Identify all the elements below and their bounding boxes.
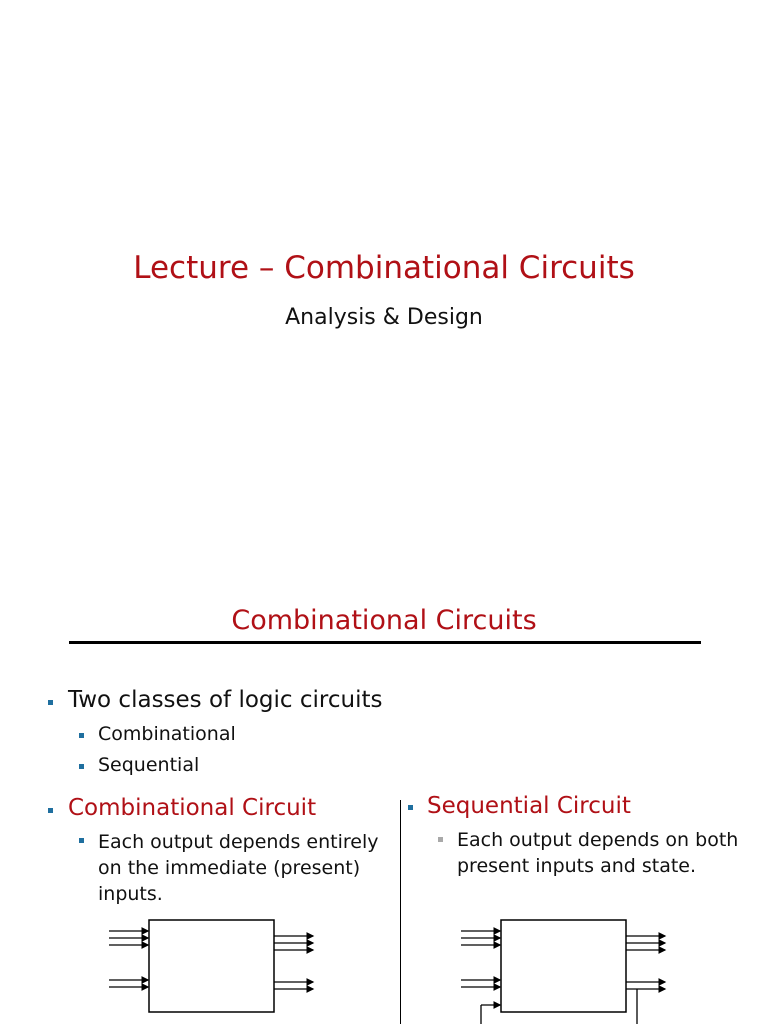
bullet-square-icon (48, 808, 53, 813)
bullet-square-icon (408, 805, 413, 810)
bullet-square-icon (79, 838, 84, 843)
sequential-line-2: present inputs and state. (457, 855, 697, 877)
combinational-input-arrows (109, 931, 148, 987)
lecture-title: Lecture – Combinational Circuits (133, 250, 635, 286)
combinational-description (98, 829, 379, 907)
content-slide (0, 576, 768, 1024)
bullet-square-grey-icon (438, 837, 443, 842)
sequential-circuit-box (501, 920, 626, 1012)
bullet-combinational: Combinational (98, 723, 236, 745)
bullet-sequential: Sequential (98, 754, 200, 776)
sequential-description (457, 827, 738, 879)
combinational-output-arrows (274, 936, 313, 989)
bullet-square-icon (48, 700, 53, 705)
sequential-block-diagram (457, 916, 672, 1024)
sequential-input-arrows (461, 931, 500, 987)
combinational-circuit-box (149, 920, 274, 1012)
bullet-square-icon (79, 764, 84, 769)
title-underline (69, 641, 701, 644)
bullet-two-classes: Two classes of logic circuits (68, 687, 383, 713)
lecture-subtitle: Analysis & Design (285, 305, 483, 330)
combinational-block-diagram (105, 916, 320, 1016)
column-divider (400, 800, 401, 1024)
sequential-output-arrows (626, 936, 665, 989)
slide-title: Combinational Circuits (231, 605, 537, 636)
sequential-line-1: Each output depends on both (457, 829, 739, 851)
sequential-heading: Sequential Circuit (427, 793, 631, 819)
combinational-line-1: Each output depends entirely (98, 831, 379, 853)
combinational-line-2: on the immediate (present) (98, 857, 361, 879)
combinational-heading: Combinational Circuit (68, 795, 317, 821)
combinational-line-3: inputs. (98, 883, 163, 905)
bullet-square-icon (79, 733, 84, 738)
